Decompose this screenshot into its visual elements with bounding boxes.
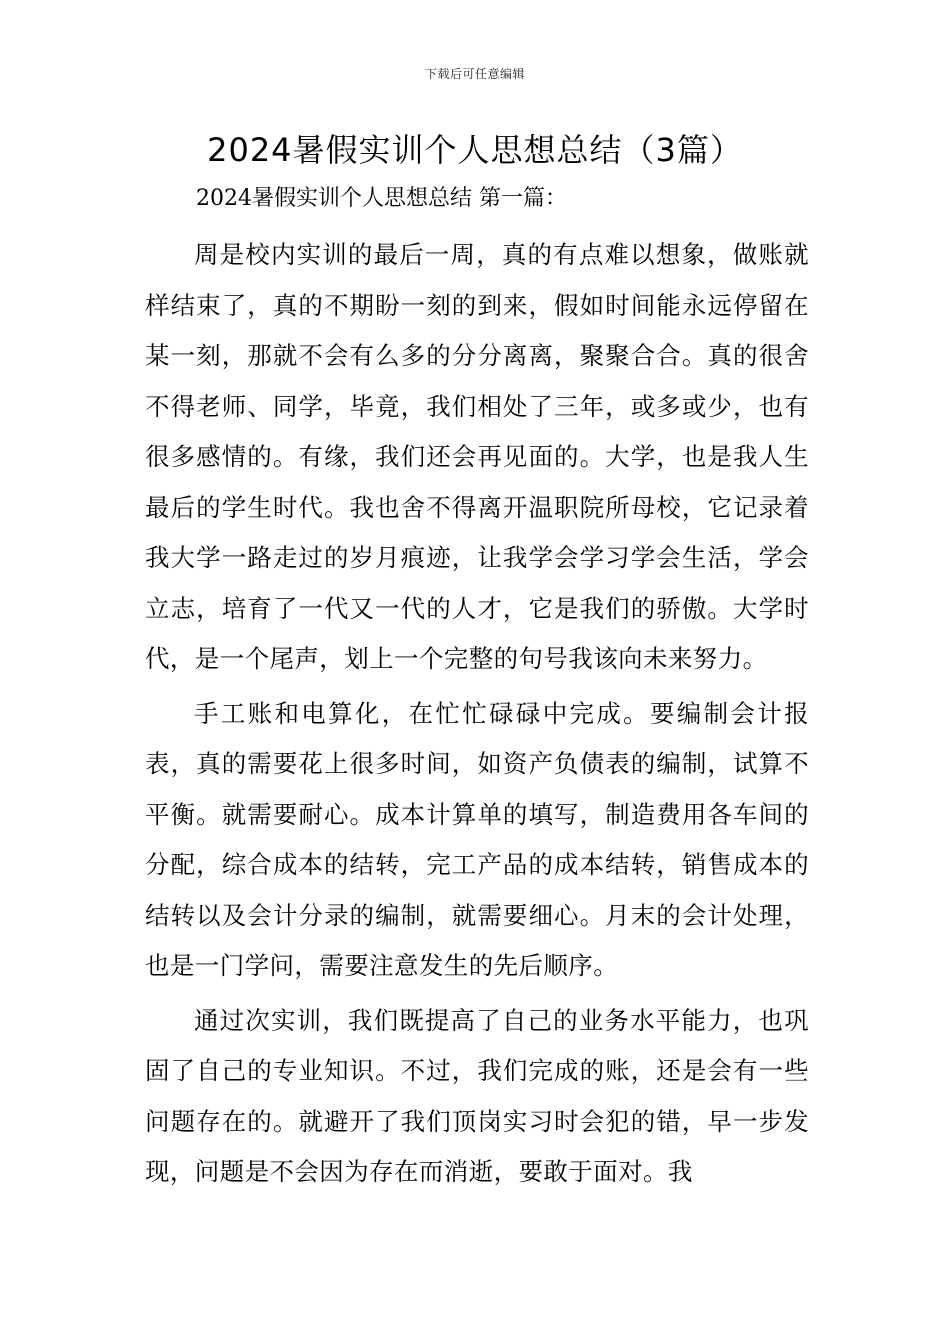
header-note: 下载后可任意编辑 [424, 67, 525, 81]
document-title: 2024暑假实训个人思想总结（3篇） [207, 131, 743, 169]
body-text [145, 230, 809, 1198]
section-subtitle: 2024暑假实训个人思想总结 第一篇： [196, 186, 567, 211]
paragraph-2: 手工账和电算化，在忙忙碌碌中完成。要编制会计报表，真的需要花上很多时间，如资产负债表的编制，试算不平衡。就需要耐心。成本计算单的填写，制造费用各车间的分配，综合成本的结转，完工产品的成本结转，销售成本的结转以及会计分录的编制，就需要细心。月末的会计处理，也是一门学问，需要注意发生的先后顺序。 [145, 698, 809, 980]
paragraph-3: 通过次实训，我们既提高了自己的业务水平能力，也巩固了自己的专业知识。不过，我们完成的账，还是会有一些问题存在的。就避开了我们顶岗实习时会犯的错，早一步发现，问题是不会因为存在而消逝，要敢于面对。我 [145, 1005, 809, 1186]
paragraph-1: 周是校内实训的最后一周，真的有点难以想象，做账就样结束了，真的不期盼一刻的到来，假如时间能永远停留在某一刻，那就不会有么多的分分离离，聚聚合合。真的很舍不得老师、同学，毕竟，我们相处了三年，或多或少，也有很多感情的。有缘，我们还会再见面的。大学，也是我人生最后的学生时代。我也舍不得离开温职院所母校，它记录着我大学一路走过的岁月痕迹，让我学会学习学会生活，学会立志，培育了一代又一代的人才，它是我们的骄傲。大学时代，是一个尾声，划上一个完整的句号我该向未来努力。 [145, 240, 809, 673]
